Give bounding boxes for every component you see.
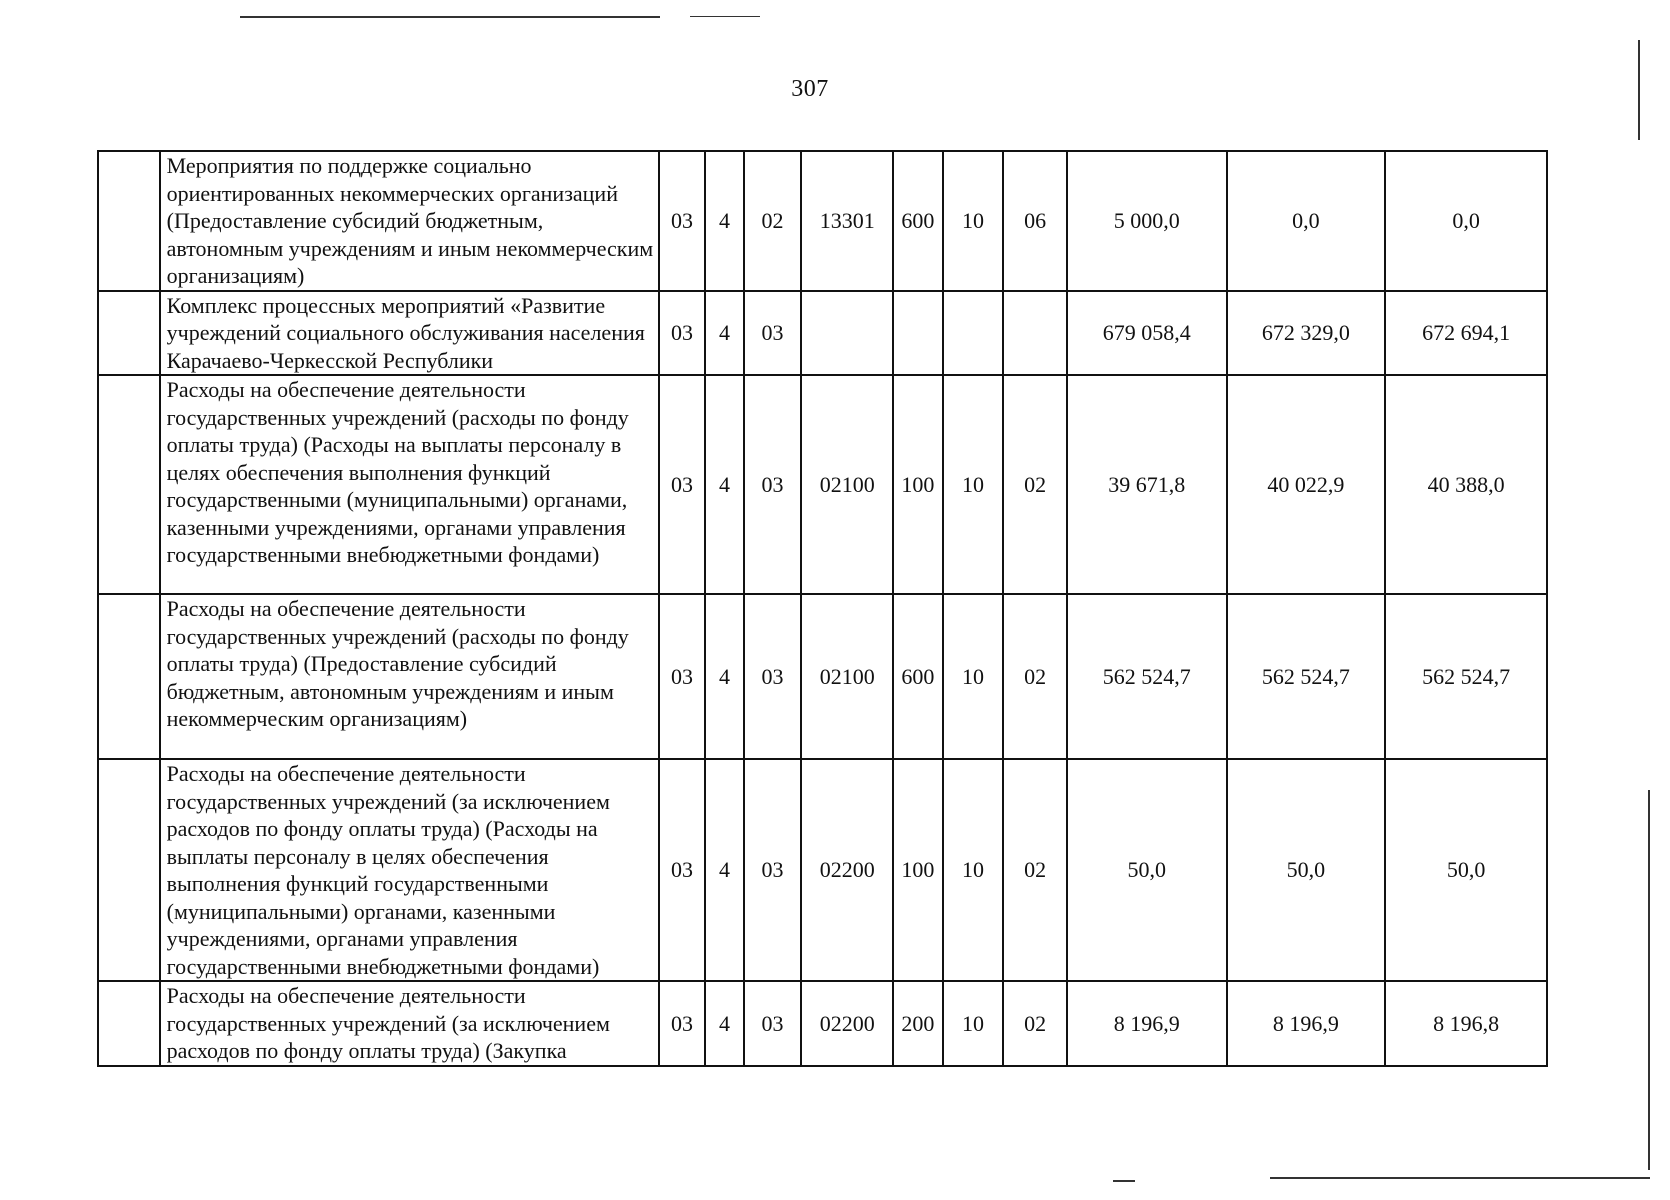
code-cell: 4 [705, 291, 743, 376]
code-cell: 02100 [801, 375, 893, 594]
code-cell: 03 [744, 759, 802, 981]
table-row [98, 759, 1547, 981]
table-row [98, 594, 1547, 759]
description-cell: Мероприятия по поддержке социально ориентированных некоммерческих организаций (Предоставление субсидий бюджетным, автономным учреждениям и иным некоммерческим организациям) [160, 151, 659, 291]
page-number: 307 [791, 76, 829, 102]
row-index-cell [98, 759, 160, 981]
description-cell: Расходы на обеспечение деятельности государственных учреждений (расходы по фонду оплаты труда) (Предоставление субсидий бюджетным, автономным учреждениям и иным некоммерческим организациям) [160, 594, 659, 759]
table-row [98, 981, 1547, 1066]
amount-cell: 562 524,7 [1227, 594, 1386, 759]
code-cell: 02 [744, 151, 802, 291]
amount-cell: 39 671,8 [1067, 375, 1227, 594]
amount-cell: 5 000,0 [1067, 151, 1227, 291]
code-cell: 100 [893, 375, 943, 594]
code-cell: 06 [1003, 151, 1067, 291]
code-cell: 02100 [801, 594, 893, 759]
amount-cell: 679 058,4 [1067, 291, 1227, 376]
code-cell: 200 [893, 981, 943, 1066]
code-cell: 02200 [801, 981, 893, 1066]
code-cell [893, 291, 943, 376]
code-cell: 600 [893, 151, 943, 291]
code-cell: 4 [705, 759, 743, 981]
scan-artifact-right-edge-lower [1648, 790, 1650, 1170]
code-cell: 4 [705, 981, 743, 1066]
amount-cell: 672 694,1 [1385, 291, 1547, 376]
row-index-cell [98, 981, 160, 1066]
code-cell: 03 [744, 981, 802, 1066]
code-cell: 02 [1003, 759, 1067, 981]
amount-cell: 0,0 [1385, 151, 1547, 291]
table-row [98, 151, 1547, 291]
code-cell: 10 [943, 375, 1004, 594]
scan-artifact-bottom-line [1270, 1177, 1650, 1179]
amount-cell: 562 524,7 [1067, 594, 1227, 759]
amount-cell: 50,0 [1067, 759, 1227, 981]
code-cell: 03 [744, 594, 802, 759]
code-cell [801, 291, 893, 376]
amount-cell: 50,0 [1227, 759, 1386, 981]
scan-artifact-top-line [240, 16, 660, 18]
code-cell: 10 [943, 981, 1004, 1066]
table-row [98, 291, 1547, 376]
code-cell: 4 [705, 594, 743, 759]
code-cell: 03 [659, 151, 705, 291]
code-cell: 03 [659, 291, 705, 376]
amount-cell: 8 196,9 [1067, 981, 1227, 1066]
amount-cell: 8 196,9 [1227, 981, 1386, 1066]
code-cell: 02 [1003, 375, 1067, 594]
code-cell: 03 [659, 981, 705, 1066]
code-cell: 03 [744, 291, 802, 376]
code-cell: 13301 [801, 151, 893, 291]
description-cell: Комплекс процессных мероприятий «Развитие учреждений социального обслуживания населения Карачаево-Черкесской Республики [160, 291, 659, 376]
description-cell: Расходы на обеспечение деятельности государственных учреждений (за исключением расходов по фонду оплаты труда) (Расходы на выплаты персоналу в целях обеспечения выполнения функций государственными (муниципальными) органами, казенными учреждениями, органами управления государственными внебюджетными фондами) [160, 759, 659, 981]
code-cell: 600 [893, 594, 943, 759]
amount-cell: 0,0 [1227, 151, 1386, 291]
scan-artifact-top-dash [690, 16, 760, 17]
code-cell: 03 [744, 375, 802, 594]
row-index-cell [98, 375, 160, 594]
row-index-cell [98, 594, 160, 759]
row-index-cell [98, 151, 160, 291]
amount-cell: 672 329,0 [1227, 291, 1386, 376]
code-cell: 02 [1003, 981, 1067, 1066]
amount-cell: 50,0 [1385, 759, 1547, 981]
amount-cell: 40 388,0 [1385, 375, 1547, 594]
code-cell: 03 [659, 759, 705, 981]
scan-artifact-right-edge [1638, 40, 1640, 140]
code-cell: 02200 [801, 759, 893, 981]
code-cell [943, 291, 1004, 376]
code-cell: 100 [893, 759, 943, 981]
amount-cell: 562 524,7 [1385, 594, 1547, 759]
description-cell: Расходы на обеспечение деятельности государственных учреждений (расходы по фонду оплаты труда) (Расходы на выплаты персоналу в целях обеспечения выполнения функций государственными (муниципальными) органами, казенными учреждениями, органами управления государственными внебюджетными фондами) [160, 375, 659, 594]
scan-artifact-bottom-dash [1113, 1180, 1135, 1182]
table-row [98, 375, 1547, 594]
description-cell: Расходы на обеспечение деятельности государственных учреждений (за исключением расходов по фонду оплаты труда) (Закупка [160, 981, 659, 1066]
code-cell: 03 [659, 375, 705, 594]
budget-table [97, 150, 1548, 1067]
code-cell: 02 [1003, 594, 1067, 759]
code-cell: 4 [705, 375, 743, 594]
row-index-cell [98, 291, 160, 376]
code-cell: 10 [943, 759, 1004, 981]
code-cell: 10 [943, 151, 1004, 291]
code-cell [1003, 291, 1067, 376]
code-cell: 10 [943, 594, 1004, 759]
code-cell: 4 [705, 151, 743, 291]
amount-cell: 40 022,9 [1227, 375, 1386, 594]
code-cell: 03 [659, 594, 705, 759]
amount-cell: 8 196,8 [1385, 981, 1547, 1066]
